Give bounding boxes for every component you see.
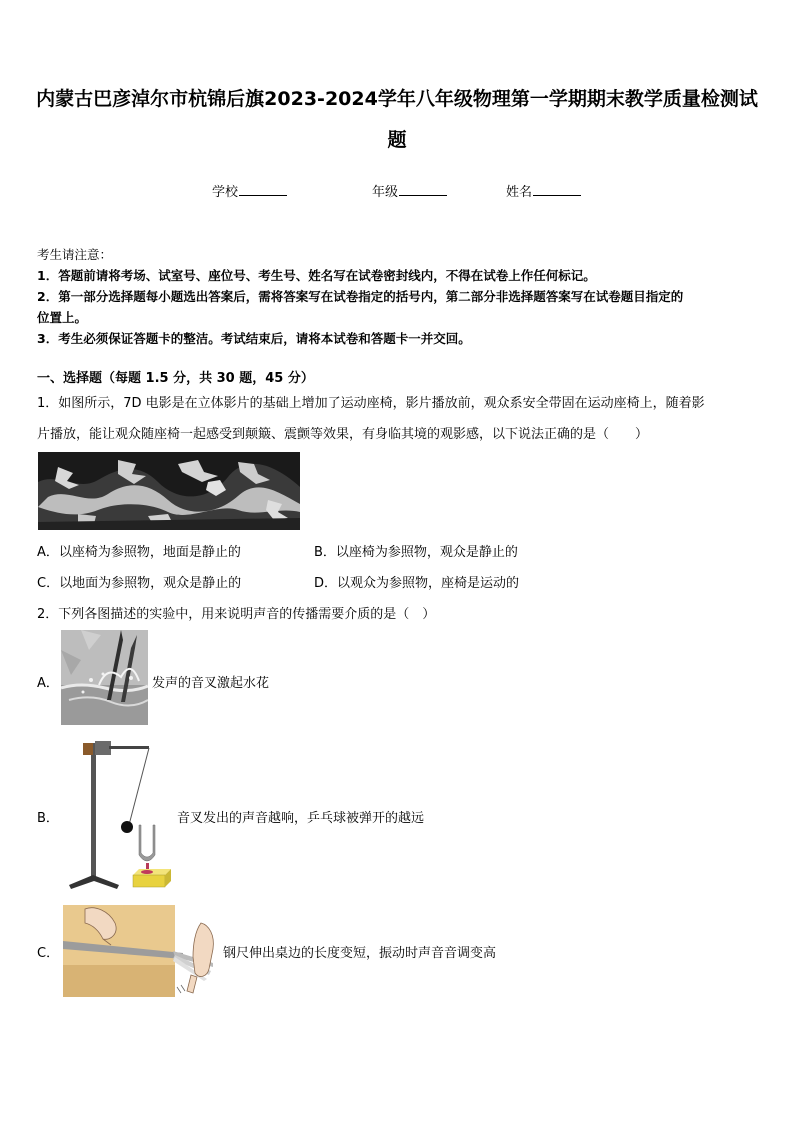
- school-label: 学校: [212, 185, 239, 200]
- note-item-3: 3．考生必须保证答题卡的整洁。考试结束后，请将本试卷和答题卡一并交回。: [37, 331, 471, 346]
- note-item-2-cont: 位置上。: [37, 310, 88, 325]
- q1-option-b[interactable]: B．以座椅为参照物，观众是静止的: [314, 545, 518, 560]
- q1-stem-line2: 片播放，能让观众随座椅一起感受到颠簸、震颤等效果，有身临其境的观影感，以下说法正确的是（ ）: [37, 427, 649, 442]
- q2-option-a-text: 发声的音叉激起水花: [152, 676, 270, 691]
- notes-heading: 考生请注意：: [37, 247, 113, 262]
- name-blank[interactable]: [533, 183, 581, 196]
- q2-option-c-text: 钢尺伸出桌边的长度变短，振动时声音音调变高: [223, 946, 497, 961]
- exam-title-line1: 内蒙古巴彦淖尔市杭锦后旗2023-2024学年八年级物理第一学期期末教学质量检测试: [36, 88, 758, 110]
- grade-label: 年级: [372, 185, 399, 200]
- note-item-1: 1．答题前请将考场、试室号、座位号、考生号、姓名写在试卷密封线内，不得在试卷上作任何标记。: [37, 268, 596, 283]
- school-blank[interactable]: [239, 183, 287, 196]
- school-field[interactable]: [212, 181, 287, 200]
- q1-option-c[interactable]: C．以地面为参照物，观众是静止的: [37, 576, 242, 591]
- q1-option-a[interactable]: A．以座椅为参照物，地面是静止的: [37, 545, 241, 560]
- q2-option-b-letter[interactable]: B．: [37, 811, 59, 826]
- q2-tuning-fork-water-image: [61, 630, 148, 725]
- q1-option-d[interactable]: D．以观众为参照物，座椅是运动的: [314, 576, 520, 591]
- grade-blank[interactable]: [399, 183, 447, 196]
- name-field[interactable]: [506, 181, 581, 200]
- note-item-2: 2．第一部分选择题每小题选出答案后，需将答案写在试卷指定的括号内，第二部分非选择题答案写在试卷题目指定的: [37, 289, 684, 304]
- q2-steel-ruler-image: [63, 905, 223, 997]
- section-title: 一、选择题（每题 1.5 分，共 30 题，45 分）: [37, 371, 314, 386]
- q2-stem: 2．下列各图描述的实验中，用来说明声音的传播需要介质的是（ ）: [37, 607, 436, 622]
- exam-notes: [37, 244, 762, 349]
- exam-title-line2: 题: [387, 129, 407, 151]
- name-label: 姓名: [506, 185, 533, 200]
- q2-option-b-text: 音叉发出的声音越响，乒乓球被弹开的越远: [177, 811, 425, 826]
- q2-pingpong-tuning-fork-image: [61, 735, 173, 893]
- q2-option-c-letter[interactable]: C．: [37, 946, 60, 961]
- q1-stem-line1: 1．如图所示，7D 电影是在立体影片的基础上增加了运动座椅，影片播放前，观众系安全带固在运动座椅上，随着影: [37, 396, 705, 411]
- q1-cinema-image: [38, 452, 300, 530]
- grade-field[interactable]: [372, 181, 447, 200]
- q2-option-a-letter[interactable]: A．: [37, 676, 59, 691]
